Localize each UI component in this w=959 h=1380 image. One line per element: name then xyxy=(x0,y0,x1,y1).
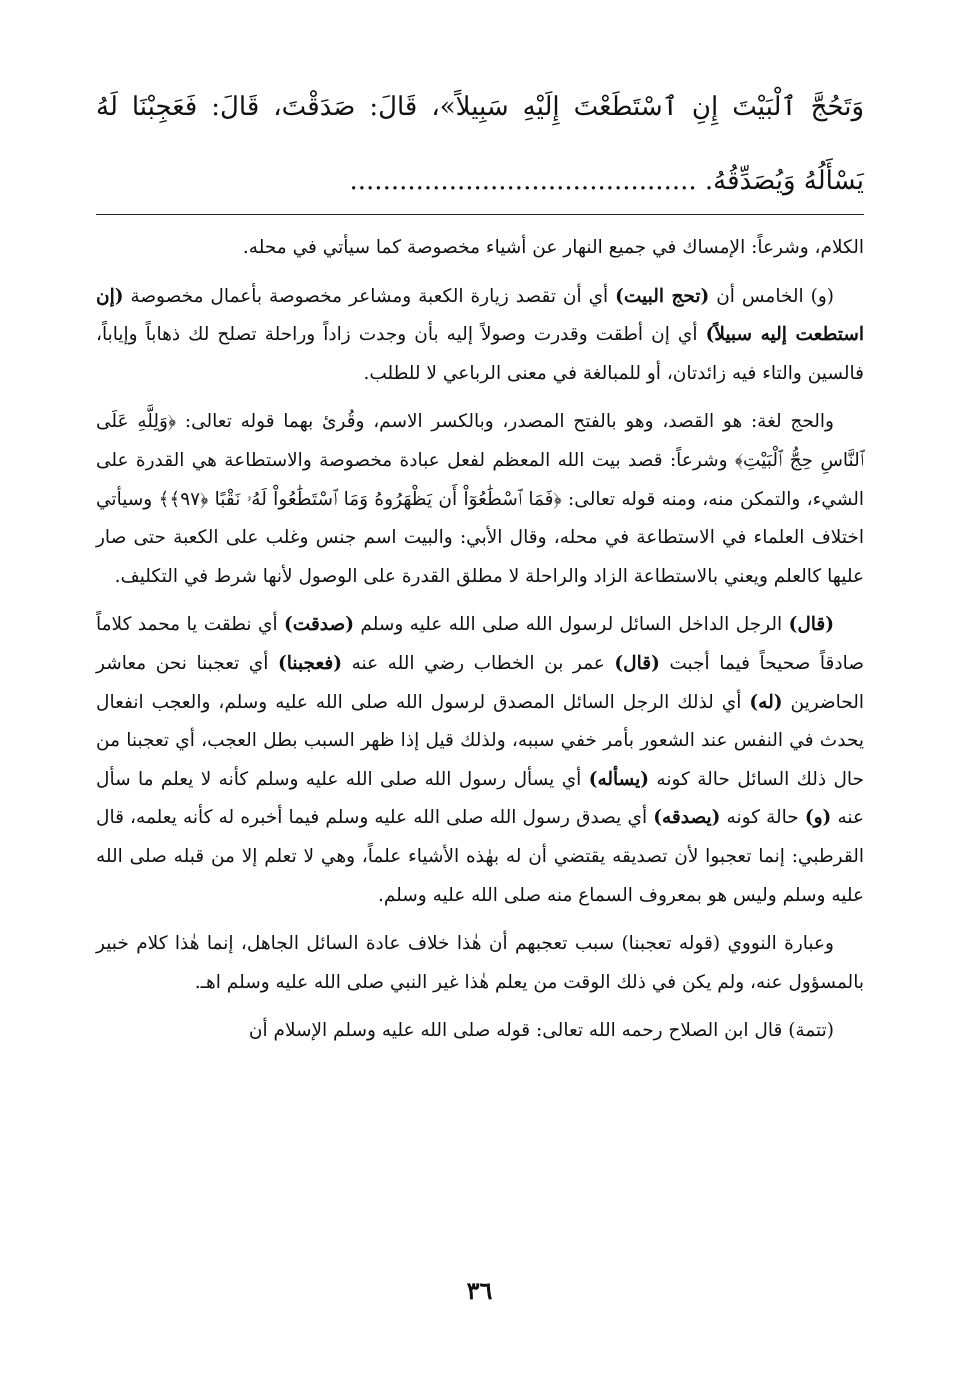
hadith-text-block xyxy=(96,70,864,218)
text-span: عمر بن الخطاب رضي الله عنه xyxy=(342,652,615,674)
text-span: أي تعجبنا نحن معاشر الحاضرين xyxy=(96,652,864,713)
text-span: الرجل الداخل السائل لرسول الله صلى الله عليه وسلم xyxy=(353,614,789,636)
bold-term: (قال) xyxy=(614,652,660,674)
text-span: أي نطقت يا محمد كلاماً صادقاً صحيحاً فيما أجبت xyxy=(96,614,864,674)
commentary-paragraph-4 xyxy=(96,606,864,915)
bold-term: (له) xyxy=(749,691,783,713)
hadith-text: وَتَحُجَّ ٱلْبَيْتَ إِنِ ٱسْتَطَعْتَ إِلَيْهِ سَبِيلاً»، قَالَ: صَدَقْتَ، قَالَ: فَعَجِبْنَا لَهُ يَسْأَلُهُ وَيُصَدِّقُهُ. .......................................... xyxy=(96,92,864,196)
commentary-paragraph-2 xyxy=(96,278,864,394)
bold-term: (تحج البيت) xyxy=(615,285,710,307)
text-span: أي يصدق رسول الله صلى الله عليه وسلم فيما أخبره له كأنه يعلمه، قال القرطبي: إنما تعجبوا لأن تصديقه يقتضي أن له بهٰذه الأشياء علماً، وهي لا تعلم إلا من قبله صلى الله عليه وسلم وليس هو بمعروف السماع منه صلى الله عليه وسلم. xyxy=(96,807,864,906)
text-span: أي أن تقصد زيارة الكعبة ومشاعر مخصوصة بأعمال مخصوصة xyxy=(123,285,616,307)
page-number: ٣٦ xyxy=(466,1276,493,1305)
commentary-paragraph-1: الكلام، وشرعاً: الإمساك في جميع النهار عن أشياء مخصوصة كما سيأتي في محله. xyxy=(242,237,864,258)
commentary-block xyxy=(96,229,864,1051)
bold-term: (و) xyxy=(804,807,832,829)
bold-term: (يسأله) xyxy=(588,768,650,790)
text-span: أي إن أطقت وقدرت وصولاً إليه بأن وجدت زاداً وراحلة تصلح لك ذهاباً وإياباً، فالسين والتاء فيه زائدتان، أو للمبالغة في معنى الرباعي لا للطلب. xyxy=(96,324,864,384)
text-span: (و) الخامس أن xyxy=(709,285,834,307)
commentary-paragraph-5: وعبارة النووي (قوله تعجبنا) سبب تعجبهم أن هٰذا خلاف عادة السائل الجاهل، إنما هٰذا كلام خبير بالمسؤول عنه، ولم يكن في ذلك الوقت من يعلم هٰذا غير النبي صلى الله عليه وسلم اهـ. xyxy=(96,933,864,993)
bold-term: (يصدقه) xyxy=(653,807,721,829)
separator-line xyxy=(96,214,864,215)
text-span: أي لذلك الرجل السائل المصدق لرسول الله صلى الله عليه وسلم، والعجب انفعال يحدث في النفس عند الشعور بأمر خفي سببه، ولذلك قيل إذا ظهر السبب بطل العجب، أي تعجبنا من حال ذلك السائل حالة كونه xyxy=(96,691,864,790)
bold-term: (إن استطعت إليه سبيلاً) xyxy=(96,285,864,346)
bold-term: (صدقت) xyxy=(284,614,354,636)
commentary-paragraph-6: (تتمة) قال ابن الصلاح رحمه الله تعالى: قوله صلى الله عليه وسلم الإسلام أن xyxy=(248,1020,834,1042)
text-span: أي يسأل رسول الله صلى الله عليه وسلم كأنه لا يعلم ما سأل عنه xyxy=(96,768,865,829)
commentary-paragraph-3: والحج لغة: هو القصد، وهو بالفتح المصدر، وبالكسر الاسم، وقُرئ بهما قوله تعالى: ﴿وَلِلَّهِ عَلَى ٱلنَّاسِ حِجُّ ٱلْبَيْتِ﴾ وشرعاً: قصد بيت الله المعظم لفعل عبادة مخصوصة والاستطاعة هي القدرة على الشيء، والتمكن منه، ومنه قوله تعالى: ﴿فَمَا ٱسْطَٰعُوٓاْ أَن يَظْهَرُوهُ وَمَا ٱسْتَطَٰعُواْ لَهُۥ نَقْبًا ﴿٩٧﴾﴾ وسيأتي اختلاف العلماء في الاستطاعة في محله، وقال الأبي: والبيت اسم جنس وغلب على الكعبة حتى صار عليها كالعلم ويعني بالاستطاعة الزاد والراحلة لا مطلق القدرة على الوصول لأنها شرط في التكليف. xyxy=(96,411,864,587)
bold-term: (فعجبنا) xyxy=(277,652,343,674)
bold-term: (قال) xyxy=(788,614,834,636)
text-span: حالة كونه xyxy=(720,807,805,829)
